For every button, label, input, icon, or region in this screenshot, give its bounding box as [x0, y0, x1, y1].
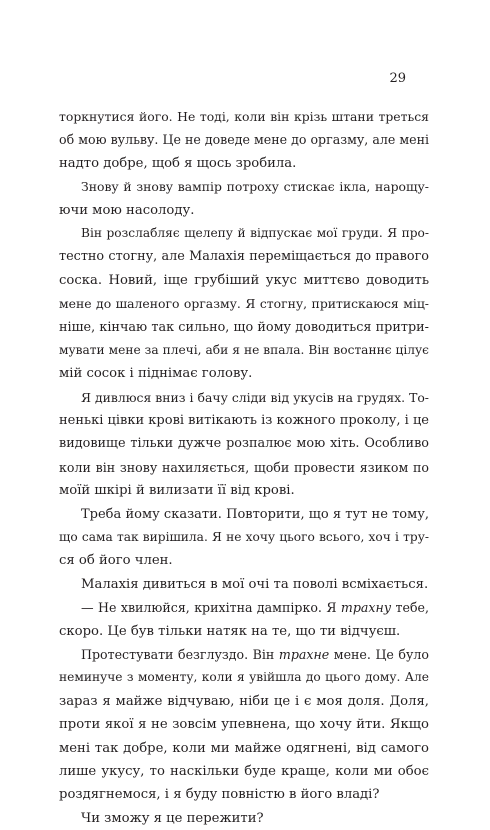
text-line: [59, 386, 429, 409]
text-segment: ючи мою насолоду.: [59, 202, 195, 218]
text-segment: соска. Новий, іще грубіший укус миттєво доводить: [59, 272, 429, 288]
text-line: [59, 666, 429, 689]
text-segment: тебе,: [391, 600, 429, 616]
text-segment: мій сосок і піднімає голову.: [59, 366, 253, 382]
text-line: [59, 128, 429, 151]
text-line: [59, 432, 429, 455]
text-segment: коли він знову нахиляється, щоби провести язиком по: [59, 459, 429, 475]
text-line: [59, 409, 429, 432]
text-line: [59, 807, 429, 830]
text-line: [59, 362, 429, 385]
text-line: [59, 199, 429, 222]
text-segment: скоро. Це був тільки натяк на те, що ти відчуєш.: [59, 623, 401, 639]
text-segment: Знову й знову вампір потроху стискає ікла, нарощу-: [81, 179, 429, 195]
text-segment: ненькі цівки крові витікають із кожного проколу, і це: [59, 413, 429, 429]
text-line: [59, 152, 429, 175]
text-segment: Малахія дивиться в мої очі та поволі всміхається.: [81, 576, 429, 592]
text-line: [59, 549, 429, 572]
text-line: [59, 245, 429, 268]
text-segment: видовище тільки дужче розпалює мою хіть. Особливо: [59, 436, 429, 452]
text-segment: надто добре, щоб я щось зробила.: [59, 155, 297, 171]
text-segment: лише укусу, то наскільки буде краще, коли ми обоє: [59, 763, 429, 779]
text-segment: ся об його член.: [59, 553, 173, 569]
text-segment: Чи зможу я це пережити?: [81, 810, 264, 826]
text-line: [59, 503, 429, 526]
text-line: [59, 456, 429, 479]
page-number: 29: [389, 71, 406, 86]
italic-text: трахне: [278, 646, 330, 662]
text-segment: моїй шкірі й вилизати її від крові.: [59, 483, 295, 499]
text-line: [59, 316, 429, 339]
text-segment: мені так добре, коли ми майже одягнені, від самого: [59, 740, 429, 756]
text-segment: мене до шаленого оргазму. Я стогну, притискаюся міц-: [59, 296, 429, 312]
body-text: [59, 105, 429, 830]
text-segment: мувати мене за плечі, аби я не впала. Він востаннє цілує: [59, 342, 429, 357]
text-segment: Протестувати безглуздо. Він: [81, 646, 279, 662]
text-line: [59, 573, 429, 596]
text-segment: мене. Це було: [329, 646, 429, 662]
italic-text: трахну: [340, 600, 392, 616]
text-segment: — Не хвилюйся, крихітна дампірко. Я: [81, 600, 341, 616]
text-line: [59, 479, 429, 502]
text-segment: Він розслабляє щелепу й відпускає мої груди. Я про-: [81, 225, 429, 240]
text-line: [59, 643, 429, 666]
text-line: [59, 292, 429, 315]
text-line: [59, 620, 429, 643]
text-segment: неминуче з моменту, коли я увійшла до цього дому. Але: [59, 670, 429, 685]
text-line: [59, 713, 429, 736]
text-segment: Треба йому сказати. Повторити, що я тут не тому,: [81, 506, 429, 522]
text-line: [59, 760, 429, 783]
text-segment: Я дивлюся вниз і бачу сліди від укусів на грудях. То-: [81, 389, 429, 405]
text-segment: торкнутися його. Не тоді, коли він крізь штани треться: [59, 109, 429, 124]
text-line: [59, 339, 429, 362]
text-line: [59, 783, 429, 806]
text-line: [59, 105, 429, 128]
text-line: [59, 175, 429, 198]
text-segment: роздягнемося, і я буду повністю в його владі?: [59, 787, 380, 803]
text-segment: тестно стогну, але Малахія переміщається до правого: [59, 249, 429, 265]
text-line: [59, 526, 429, 549]
text-segment: зараз я майже відчуваю, ніби це і є моя доля. Доля,: [59, 693, 429, 709]
text-line: [59, 737, 429, 760]
text-segment: проти якої я не зовсім упевнена, що хочу йти. Якщо: [59, 717, 429, 733]
text-line: [59, 222, 429, 245]
text-segment: об мою вульву. Це не доведе мене до оргазму, але мені: [59, 132, 429, 148]
text-line: [59, 690, 429, 713]
text-segment: ніше, кінчаю так сильно, що йому доводиться притри-: [59, 319, 429, 335]
text-segment: що сама так вирішила. Я не хочу цього всього, хоч і тру-: [59, 530, 429, 545]
text-line: [59, 596, 429, 619]
text-line: [59, 269, 429, 292]
